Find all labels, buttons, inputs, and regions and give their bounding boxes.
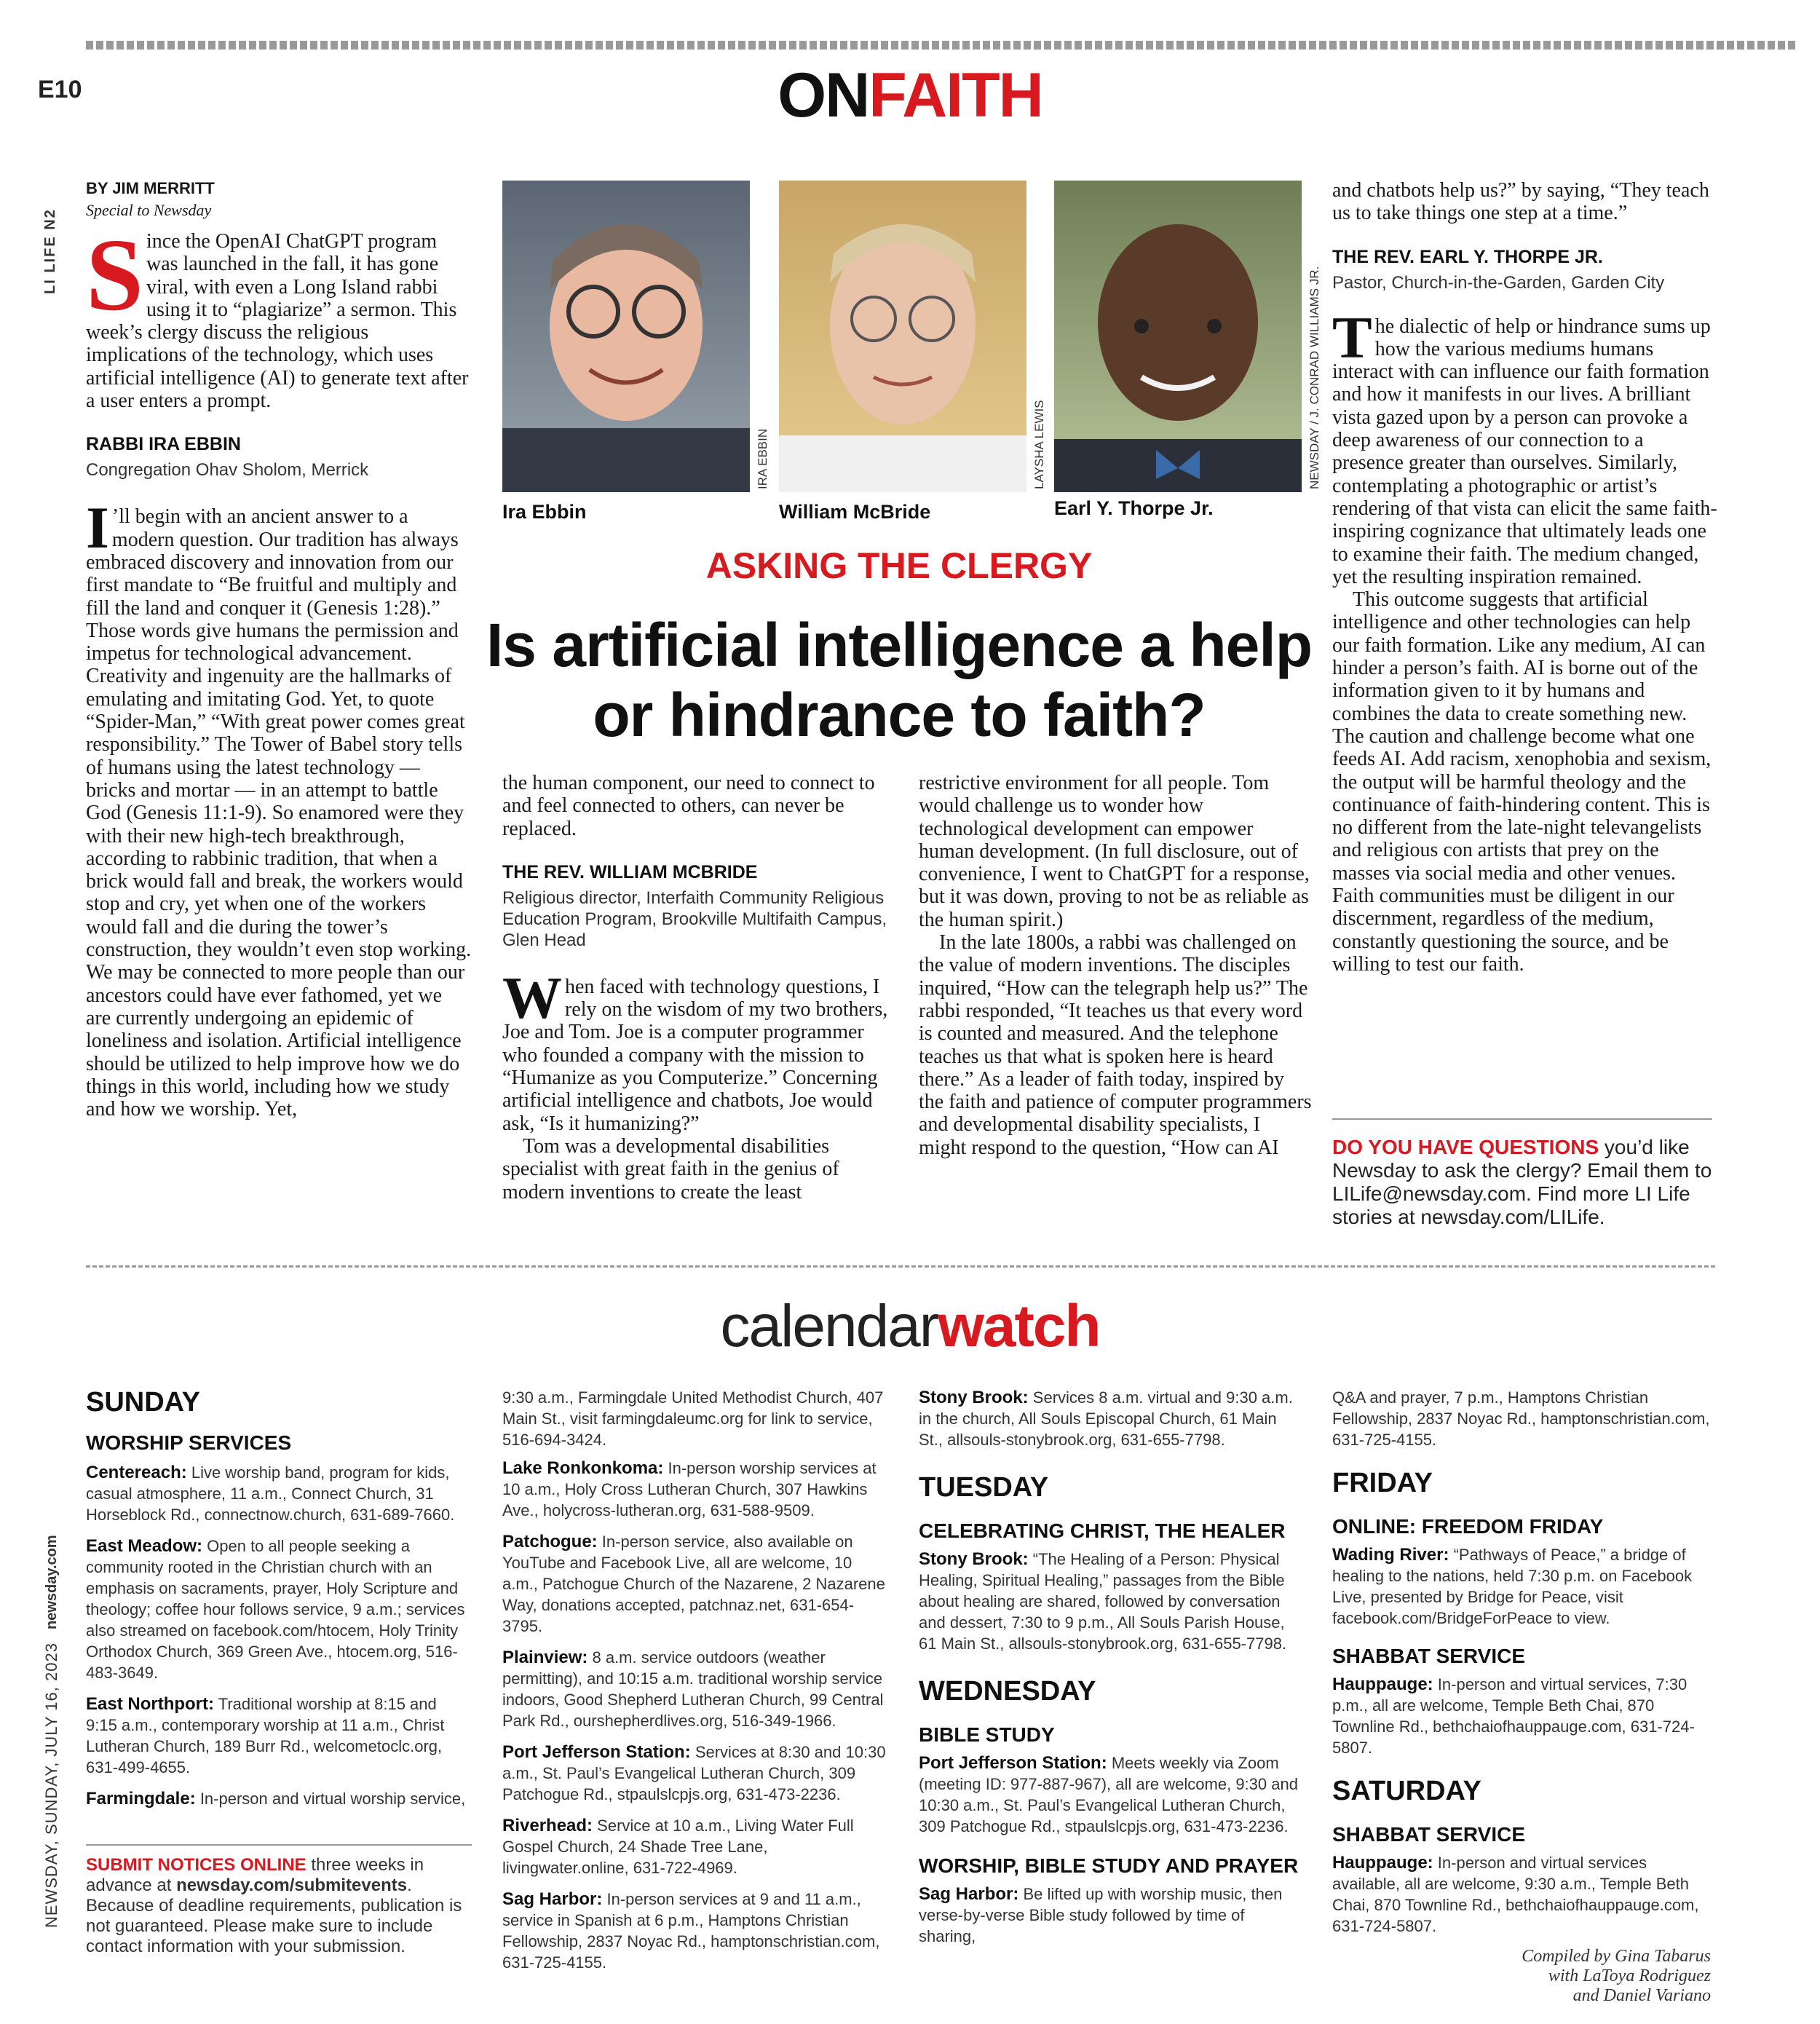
logo-faith: FAITH	[869, 60, 1042, 130]
event-item	[86, 1788, 472, 1809]
calendar-title-b: watch	[938, 1293, 1100, 1359]
event-details: In-person service, also available on YouTube and Facebook Live, all are welcome, 10 a.m., Patchogue Church of the Nazarene, 2 Nazarene Way, donations accepted, patchnaz.net, 631-654-3795.	[502, 1533, 885, 1635]
submit-rule	[86, 1844, 472, 1846]
event-details: Services 8 a.m. virtual and 9:30 a.m. in the church, All Souls Episcopal Church, 61 Main St., allsouls-stonybrook.org, 631-655-7798.	[919, 1388, 1293, 1449]
top-rule	[86, 41, 1798, 50]
event-details: 8 a.m. service outdoors (weather permitting), and 10:15 a.m. traditional worship service indoors, Good Shepherd Lutheran Church, 99 Central Park Rd., ourshepherdlives.org, 516-349-1966.	[502, 1648, 884, 1730]
event-location: Port Jefferson Station:	[502, 1742, 691, 1762]
thorpe-column	[1332, 179, 1718, 976]
event-item	[919, 1549, 1305, 1654]
caption-mcbride: William McBride	[779, 501, 931, 523]
calendar-title-a: calendar	[720, 1293, 938, 1359]
mcbride-ending: and chatbots help us?” by saying, “They teach us to take things one step at a time.”	[1332, 179, 1709, 225]
event-location: Port Jefferson Station:	[919, 1753, 1107, 1773]
questions-box	[1332, 1136, 1712, 1229]
mcbride-continuation-2: In the late 1800s, a rabbi was challenged on the value of modern inventions. The disciples inquired, “How can the telegraph help us?” The rabbi responded, “It teaches us that every word is counted and measured. And the telephone teaches us that what is spoken here is heard there.” As a leader of faith today, inspired by the faith and patience of computer programmers and developmental disability specialists, I might respond to the question, “How can AI	[919, 931, 1312, 1159]
photo-ira-ebbin	[502, 181, 750, 492]
speaker-role: Religious director, Interfaith Community Religious Education Program, Brookville Multifaith Campus, Glen Head	[502, 888, 887, 950]
mcbride-drop-cap: W	[502, 964, 562, 1031]
event-item	[502, 1647, 888, 1731]
event-item	[502, 1458, 888, 1521]
event-location: Sag Harbor:	[502, 1889, 603, 1909]
event-location: Centereach:	[86, 1463, 187, 1482]
day-heading: SATURDAY	[1332, 1776, 1481, 1806]
speaker-name: THE REV. WILLIAM MCBRIDE	[502, 861, 758, 882]
event-item	[86, 1535, 472, 1683]
photo-credit-thorpe: NEWSDAY / J. CONRAD WILLIAMS JR.	[1307, 266, 1321, 489]
section-logo	[0, 60, 1820, 132]
speaker-name: RABBI IRA EBBIN	[86, 434, 241, 455]
submit-text: three weeks in advance at	[86, 1855, 424, 1895]
event-details: In-person and virtual services available, all are welcome, 9:30 a.m., Temple Beth Chai, 870 Townline Rd., bethchaiofhauppauge.com, 631-724-5807.	[1332, 1854, 1699, 1935]
event-location: Wading River:	[1332, 1545, 1449, 1565]
event-details: “The Healing of a Person: Physical Healing, Spiritual Healing,” passages from the Bible about healing are shared, followed by conversation and dessert, 7:30 to 9 p.m., All Souls Parish House, 61 Main St., allsouls-stonybrook.org, 631-655-7798.	[919, 1550, 1287, 1653]
category-heading: ONLINE: FREEDOM FRIDAY	[1332, 1515, 1604, 1538]
event-details: “Pathways of Peace,” a bridge of healing to the nations, held 7:30 p.m. on Facebook Live, presented by Bridge for Peace, visit facebook.com/BridgeForPeace to view.	[1332, 1546, 1693, 1627]
calendar-col-1	[86, 1387, 472, 1809]
calendar-title	[0, 1292, 1820, 1361]
event-location: Farmingdale:	[86, 1789, 196, 1808]
thorpe-drop-cap: T	[1332, 304, 1372, 371]
mcbride-continuation: restrictive environment for all people. Tom would challenge us to wonder how technological development can empower human development. (In full disclosure, out of convenience, I went to ChatGPT for a response, but it was down, proving to not be as reliable as the human spirit.)	[919, 772, 1310, 931]
category-heading: WORSHIP, BIBLE STUDY AND PRAYER	[919, 1854, 1299, 1877]
questions-lead: DO YOU HAVE QUESTIONS	[1332, 1136, 1599, 1158]
category-heading: WORSHIP SERVICES	[86, 1431, 292, 1454]
section-divider	[86, 1265, 1715, 1268]
event-location: Plainview:	[502, 1648, 588, 1667]
questions-rule	[1332, 1118, 1712, 1120]
event-item	[502, 1742, 888, 1805]
submit-notices	[86, 1855, 472, 1957]
event-location: Sag Harbor:	[919, 1884, 1019, 1904]
event-details: Open to all people seeking a community rooted in the Christian church with an emphasis on sacraments, prayer, Holy Scripture and theology; coffee hour follows service, 9 a.m.; services also streamed on facebook.com/htocem, Holy Trinity Orthodox Church, 369 Green Ave., htocem.org, 516-483-3649.	[86, 1537, 465, 1682]
side-date: NEWSDAY, SUNDAY, JULY 16, 2023	[42, 1642, 60, 1928]
portrait-image	[1054, 181, 1302, 492]
event-item	[1332, 1544, 1711, 1629]
event-item	[919, 1752, 1305, 1837]
caption-thorpe: Earl Y. Thorpe Jr.	[1054, 497, 1214, 519]
day-heading: FRIDAY	[1332, 1468, 1433, 1498]
event-continuation: 9:30 a.m., Farmingdale United Methodist Church, 407 Main St., visit farmingdaleumc.org for link to service, 516-694-3424.	[502, 1388, 884, 1449]
calendar-col-2	[502, 1387, 888, 1973]
ebbin-text: ’ll begin with an ancient answer to a modern question. Our tradition has always embraced discovery and innovation from our first mandate to “Be fruitful and multiply and fill the land and conquer it (Genesis 1:28).” Those words give humans the permission and impetus for technological advancement. Creativity and ingenuity are the hallmarks of emulating and imitating God. Yet, to quote “Spider-Man,” “With great power comes great responsibility.” The Tower of Babel story tells of humans using the latest technology — bricks and mortar — in an attempt to battle God (Genesis 11:1-9). So enamored were they with their new high-tech breakthrough, according to rabbinic tradition, that when a brick would fall and break, the workers would stop and cry, yet when one of the workers would fall and die during the tower’s construction, they wouldn’t even stop working. We may be connected to more people than our ancestors could have ever fathomed, yet we are currently undergoing an epidemic of loneliness and isolation. Artificial intelligence should be utilized to help improve how we do things in this world, including how we study and how we worship. Yet,	[86, 505, 472, 1121]
day-heading: TUESDAY	[919, 1472, 1049, 1503]
side-section-label: LI LIFE N2	[42, 208, 58, 294]
intro-text: ince the OpenAI ChatGPT program was launched in the fall, it has gone viral, with even a Long Island rabbi using it to “plagiarize” a sermon. This week’s clergy discuss the religious implications of the technology, which uses artificial intelligence (AI) to generate text after a user enters a prompt.	[86, 230, 469, 413]
event-location: Stony Brook:	[919, 1549, 1029, 1569]
mcbride-text: hen faced with technology questions, I rely on the wisdom of my two brothers, Joe and Tom. Joe is a computer programmer who founded a company with the mission to “Humanize as you Computerize.” Concerning artificial intelligence and chatbots, Joe would ask, “Is it humanizing?”	[502, 975, 888, 1135]
mcbride-column	[502, 772, 888, 1203]
thorpe-answer-p2: This outcome suggests that artificial intelligence and other technologies can help our faith formation. Like any medium, AI can hinder a person’s faith. AI is borne out of the information given to it by humans and combines the data to create something new. The caution and challenge become what one feeds AI. Add racism, xenophobia and sexism, the output will be harmful theology and the continuance of faith-hindering content. This is no different from the late-night televangelists and religious con artists that prey on the masses via social media and other venues. Faith communities must be diligent in our discernment, regardless of the medium, constantly questioning the source, and be willing to test our faith.	[1332, 588, 1712, 976]
ebbin-answer	[86, 494, 472, 1121]
event-details: In-person and virtual worship service,	[195, 1790, 466, 1808]
category-heading: CELEBRATING CHRIST, THE HEALER	[919, 1519, 1286, 1542]
speaker-role: Pastor, Church-in-the-Garden, Garden City	[1332, 272, 1665, 293]
side-site: newsday.com	[44, 1535, 60, 1629]
event-location: East Northport:	[86, 1694, 214, 1714]
compiled-line: Compiled by Gina Tabarus	[1522, 1947, 1711, 1966]
event-location: Patchogue:	[502, 1532, 598, 1551]
event-location: Hauppauge:	[1332, 1853, 1433, 1873]
category-heading: BIBLE STUDY	[919, 1723, 1055, 1746]
intro-drop-cap: S	[86, 217, 143, 332]
calendar-col-3	[919, 1387, 1305, 1947]
mcbride-answer	[502, 964, 888, 1135]
event-details: Live worship band, program for kids, casual atmosphere, 11 a.m., Connect Church, 31 Horseblock Rd., connectnow.church, 631-689-7660.	[86, 1463, 455, 1524]
compiled-line: and Daniel Variano	[1572, 1986, 1711, 2005]
event-location: East Meadow:	[86, 1536, 203, 1556]
ebbin-continuation: the human component, our need to connect to and feel connected to others, can never be replaced.	[502, 772, 875, 840]
portrait-image	[502, 181, 750, 492]
kicker: ASKING THE CLERGY	[705, 545, 1093, 586]
event-list	[86, 1462, 472, 1809]
caption-ebbin: Ira Ebbin	[502, 501, 587, 523]
event-details: Services at 8:30 and 10:30 a.m., St. Paul’s Evangelical Lutheran Church, 309 Patchogue Rd., stpaulslcpjs.org, 631-473-2236.	[502, 1743, 886, 1803]
submit-lead: SUBMIT NOTICES ONLINE	[86, 1855, 306, 1875]
mcbride-answer-p2: Tom was a developmental disabilities specialist with great faith in the genius of modern inventions to create the least	[502, 1134, 839, 1203]
speaker-name: THE REV. EARL Y. THORPE JR.	[1332, 246, 1603, 267]
submit-link[interactable]: newsday.com/submitevents	[176, 1875, 408, 1895]
day-heading: WEDNESDAY	[919, 1676, 1096, 1707]
headline: Is artificial intelligence a help or hindrance to faith?	[486, 611, 1313, 749]
event-details: Service at 10 a.m., Living Water Full Gospel Church, 24 Shade Tree Lane, livingwater.online, 631-722-4969.	[502, 1817, 854, 1877]
event-location: Riverhead:	[502, 1816, 593, 1835]
intro-paragraph	[86, 217, 472, 413]
photo-credit-mcbride: LAYSHA LEWIS	[1032, 400, 1046, 489]
event-details: Meets weekly via Zoom (meeting ID: 977-887-967), all are welcome, 9:30 and 10:30 a.m., St. Paul’s Evangelical Lutheran Church, 309 Patchogue Rd., stpaulslcpjs.org, 631-473-2236.	[919, 1754, 1298, 1835]
event-item	[86, 1462, 472, 1525]
compiled-line: with LaToya Rodriguez	[1548, 1966, 1711, 1985]
event-details: Be lifted up with worship music, then verse-by-verse Bible study followed by time of sharing,	[919, 1885, 1283, 1945]
thorpe-answer	[1332, 304, 1718, 589]
ebbin-drop-cap: I	[86, 494, 109, 561]
calendar-col-4	[1332, 1387, 1711, 2006]
event-item	[919, 1387, 1305, 1450]
speaker-role: Congregation Ohav Sholom, Merrick	[86, 460, 369, 481]
event-list	[502, 1458, 888, 1973]
event-item	[1332, 1852, 1711, 1937]
page-number: E10	[38, 76, 82, 103]
photo-william-mcbride	[779, 181, 1026, 492]
compiled-by	[1332, 1947, 1711, 2006]
event-location: Hauppauge:	[1332, 1675, 1433, 1694]
event-location: Lake Ronkonkoma:	[502, 1458, 664, 1478]
submit-text-2: . Because of deadline requirements, publication is not guaranteed. Please make sure to include contact information with your submission.	[86, 1875, 462, 1956]
byline-special: Special to Newsday	[86, 201, 212, 219]
event-continuation: Q&A and prayer, 7 p.m., Hamptons Christian Fellowship, 2837 Noyac Rd., hamptonschristian.com, 631-725-4155.	[1332, 1388, 1710, 1449]
event-item	[1332, 1674, 1711, 1758]
portrait-image	[779, 181, 1026, 492]
category-heading: SHABBAT SERVICE	[1332, 1823, 1526, 1846]
mcbride-column-2	[919, 772, 1312, 1159]
questions-text: you’d like Newsday to ask the clergy? Email them to LILife@newsday.com. Find more LI Life stories at newsday.com/LILife.	[1332, 1136, 1712, 1228]
article-intro-column	[86, 179, 472, 1120]
byline: BY JIM MERRITT	[86, 179, 215, 197]
logo-on: ON	[778, 60, 869, 130]
event-item	[502, 1815, 888, 1878]
photo-earl-thorpe	[1054, 181, 1302, 492]
category-heading: SHABBAT SERVICE	[1332, 1645, 1526, 1667]
thorpe-text: he dialectic of help or hindrance sums up how the various mediums humans interact with can influence our faith formation and how it manifests in our lives. A brilliant vista gazed upon by a person can provoke a deep awareness of our connection to a presence greater than ourselves. Similarly, contemplating a photographic or artist’s rendering of that vista can elicit the same faith-inspiring cognizance that ultimately leads one to examine their faith. The medium changed, yet the resulting inspiration remained.	[1332, 315, 1717, 588]
day-heading: SUNDAY	[86, 1387, 200, 1418]
event-location: Stony Brook:	[919, 1388, 1029, 1407]
event-item	[502, 1531, 888, 1637]
event-item	[502, 1889, 888, 1973]
event-details: In-person services at 9 and 11 a.m., service in Spanish at 6 p.m., Hamptons Christian Fellowship, 2837 Noyac Rd., hamptonschristian.com, 631-725-4155.	[502, 1890, 880, 1972]
event-details: In-person worship services at 10 a.m., Holy Cross Lutheran Church, 307 Hawkins Ave., holycross-lutheran.org, 631-588-9509.	[502, 1459, 877, 1519]
event-details: In-person and virtual services, 7:30 p.m., all are welcome, Temple Beth Chai, 870 Townline Rd., bethchaiofhauppauge.com, 631-724-5807.	[1332, 1675, 1695, 1757]
event-details: Traditional worship at 8:15 and 9:15 a.m., contemporary worship at 11 a.m., Christ Lutheran Church, 189 Burr Rd., welcometoclc.org, 631-499-4655.	[86, 1695, 445, 1776]
event-item	[86, 1693, 472, 1778]
event-item	[919, 1883, 1305, 1947]
photo-credit-ebbin: IRA EBBIN	[756, 428, 769, 489]
